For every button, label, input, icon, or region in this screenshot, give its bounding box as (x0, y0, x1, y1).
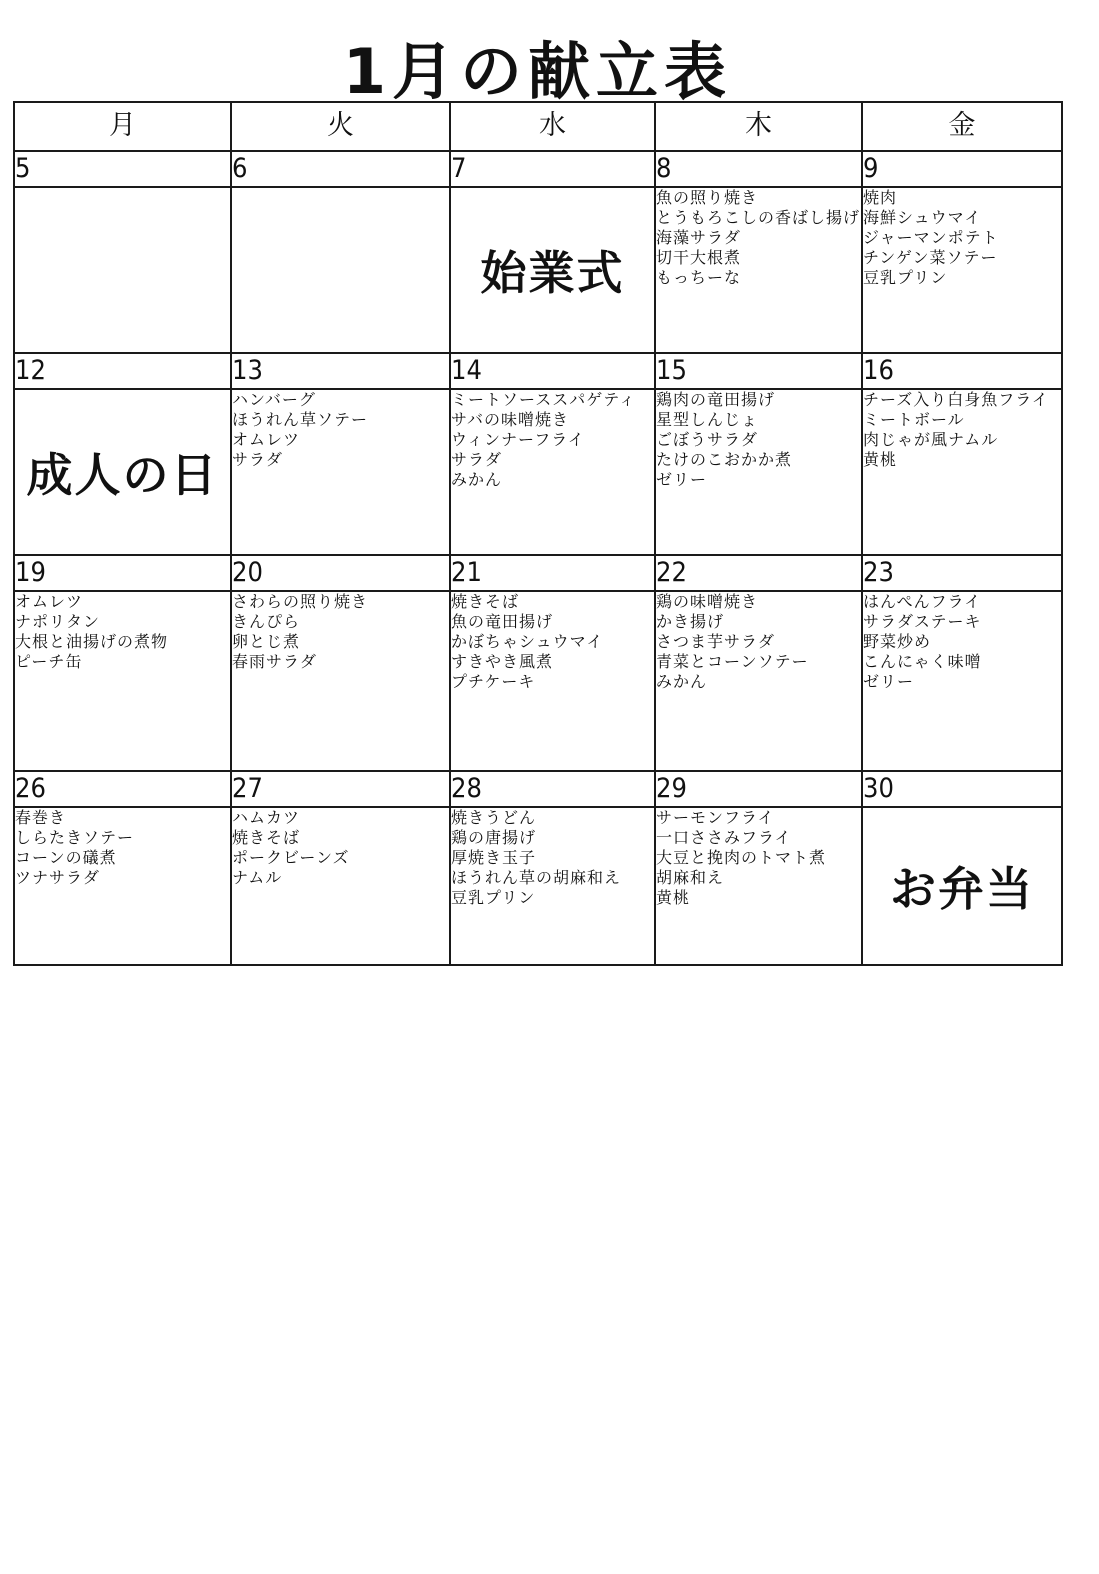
date-cell: 6 (231, 151, 450, 187)
date-cell: 14 (450, 353, 655, 389)
menu-item: サーモンフライ (656, 808, 775, 827)
date-row (14, 771, 1062, 807)
weekday-header-row (14, 102, 1062, 151)
menu-cell (450, 591, 655, 771)
menu-item: たけのこおかか煮 (656, 450, 793, 469)
menu-cell (862, 389, 1062, 555)
date-cell: 8 (655, 151, 862, 187)
menu-item: 豆乳プリン (451, 888, 536, 907)
menu-item: ナムル (232, 868, 283, 887)
menu-item: 海藻サラダ (656, 228, 741, 247)
menu-calendar (13, 101, 1063, 966)
date-row (14, 151, 1062, 187)
menu-item: 星型しんじょ (656, 410, 759, 429)
menu-item: 豆乳プリン (863, 268, 948, 287)
menu-item: きんぴら (232, 612, 301, 631)
menu-cell (655, 591, 862, 771)
weekday-fri: 金 (862, 102, 1062, 151)
menu-item: 焼きそば (232, 828, 301, 847)
menu-item: さわらの照り焼き (232, 592, 369, 611)
menu-item: 大豆と挽肉のトマト煮 (656, 848, 827, 867)
menu-item: 海鮮シュウマイ (863, 208, 982, 227)
date-cell: 19 (14, 555, 231, 591)
menu-item: みかん (656, 672, 708, 691)
date-cell: 30 (862, 771, 1062, 807)
menu-item: 魚の照り焼き (656, 188, 759, 207)
event-label: お弁当 (890, 862, 1034, 916)
menu-item: 鶏の唐揚げ (451, 828, 537, 847)
date-cell: 15 (655, 353, 862, 389)
date-cell: 29 (655, 771, 862, 807)
menu-item: かぼちゃシュウマイ (451, 632, 604, 651)
menu-item: 焼きうどん (451, 808, 537, 827)
menu-item: サバの味噌焼き (451, 410, 570, 429)
menu-cell (450, 807, 655, 965)
date-cell: 26 (14, 771, 231, 807)
menu-row (14, 187, 1062, 353)
menu-item: ミートボール (863, 410, 965, 429)
menu-item: サラダ (232, 450, 283, 469)
menu-cell (231, 591, 450, 771)
menu-item: ごぼうサラダ (656, 430, 758, 449)
menu-item: ハンバーグ (232, 390, 316, 409)
menu-item: 春雨サラダ (232, 652, 317, 671)
page-title: 1月の献立表 (342, 35, 733, 108)
menu-cell (231, 389, 450, 555)
menu-item: ゼリー (656, 470, 708, 489)
menu-item: すきやき風煮 (451, 652, 554, 671)
event-label: 始業式 (480, 246, 625, 300)
menu-item: 黄桃 (863, 450, 898, 469)
menu-item: さつま芋サラダ (656, 632, 775, 651)
date-cell: 13 (231, 353, 450, 389)
menu-cell (655, 807, 862, 965)
date-cell: 16 (862, 353, 1062, 389)
weekday-wed: 水 (450, 102, 655, 151)
menu-item: ほうれん草ソテー (232, 410, 369, 429)
menu-item: オムレツ (232, 430, 301, 449)
date-row (14, 555, 1062, 591)
menu-item: 焼肉 (863, 188, 898, 207)
menu-item: サラダ (451, 450, 502, 469)
menu-item: ほうれん草の胡麻和え (451, 868, 622, 887)
menu-row (14, 591, 1062, 771)
menu-cell (862, 187, 1062, 353)
menu-item: サラダステーキ (863, 612, 982, 631)
menu-cell (862, 807, 1062, 965)
menu-item: 焼きそば (451, 592, 520, 611)
menu-item: チンゲン菜ソテー (863, 248, 998, 267)
menu-item: 卵とじ煮 (232, 632, 301, 651)
menu-cell (231, 187, 450, 353)
menu-item: 黄桃 (656, 888, 691, 907)
menu-item: ジャーマンポテト (863, 228, 999, 247)
menu-item: ピーチ缶 (15, 652, 83, 671)
date-cell: 22 (655, 555, 862, 591)
date-cell: 5 (14, 151, 231, 187)
weekday-thu: 木 (655, 102, 862, 151)
menu-item: ツナサラダ (15, 868, 100, 887)
date-cell: 7 (450, 151, 655, 187)
date-cell: 21 (450, 555, 655, 591)
menu-item: ナポリタン (15, 612, 101, 631)
menu-item: 一口ささみフライ (656, 828, 792, 847)
menu-cell (14, 389, 231, 555)
menu-item: ポークビーンズ (232, 848, 350, 867)
date-row (14, 353, 1062, 389)
menu-item: かき揚げ (656, 612, 725, 631)
date-cell: 28 (450, 771, 655, 807)
menu-cell (14, 187, 231, 353)
menu-item: 肉じゃが風ナムル (863, 430, 999, 449)
menu-item: 魚の竜田揚げ (451, 612, 554, 631)
date-cell: 20 (231, 555, 450, 591)
menu-item: 大根と油揚げの煮物 (15, 632, 169, 651)
menu-item: こんにゃく味噌 (863, 652, 982, 671)
date-cell: 27 (231, 771, 450, 807)
menu-item: はんぺんフライ (863, 592, 982, 611)
menu-item: 春巻き (15, 808, 67, 827)
menu-item: 鶏の味噌焼き (656, 592, 759, 611)
menu-item: ミートソーススパゲティ (451, 390, 636, 409)
menu-item: とうもろこしの香ばし揚げ (656, 208, 861, 227)
menu-item: プチケーキ (451, 672, 536, 691)
menu-cell (231, 807, 450, 965)
weekday-mon: 月 (14, 102, 231, 151)
menu-item: しらたきソテー (15, 828, 135, 847)
menu-cell (14, 591, 231, 771)
menu-row (14, 807, 1062, 965)
date-cell: 9 (862, 151, 1062, 187)
menu-item: 胡麻和え (656, 868, 725, 887)
menu-row (14, 389, 1062, 555)
menu-item: 切干大根煮 (656, 248, 742, 267)
weekday-tue: 火 (231, 102, 450, 151)
menu-item: ゼリー (863, 672, 915, 691)
menu-item: 厚焼き玉子 (451, 848, 537, 867)
menu-item: 野菜炒め (863, 632, 932, 651)
menu-cell (14, 807, 231, 965)
menu-item: チーズ入り白身魚フライ (863, 390, 1049, 409)
menu-item: 鶏肉の竜田揚げ (656, 390, 776, 409)
menu-item: ウィンナーフライ (451, 430, 585, 449)
menu-item: もっちーな (656, 268, 742, 287)
menu-cell (450, 187, 655, 353)
menu-item: 青菜とコーンソテー (656, 652, 809, 671)
menu-cell (862, 591, 1062, 771)
menu-item: ハムカツ (232, 808, 301, 827)
menu-item: オムレツ (15, 592, 84, 611)
menu-cell (655, 389, 862, 555)
event-label: 成人の日 (26, 448, 219, 502)
menu-cell (655, 187, 862, 353)
menu-cell (450, 389, 655, 555)
menu-item: みかん (451, 470, 503, 489)
date-cell: 23 (862, 555, 1062, 591)
date-cell: 12 (14, 353, 231, 389)
menu-item: コーンの礒煮 (15, 848, 117, 867)
